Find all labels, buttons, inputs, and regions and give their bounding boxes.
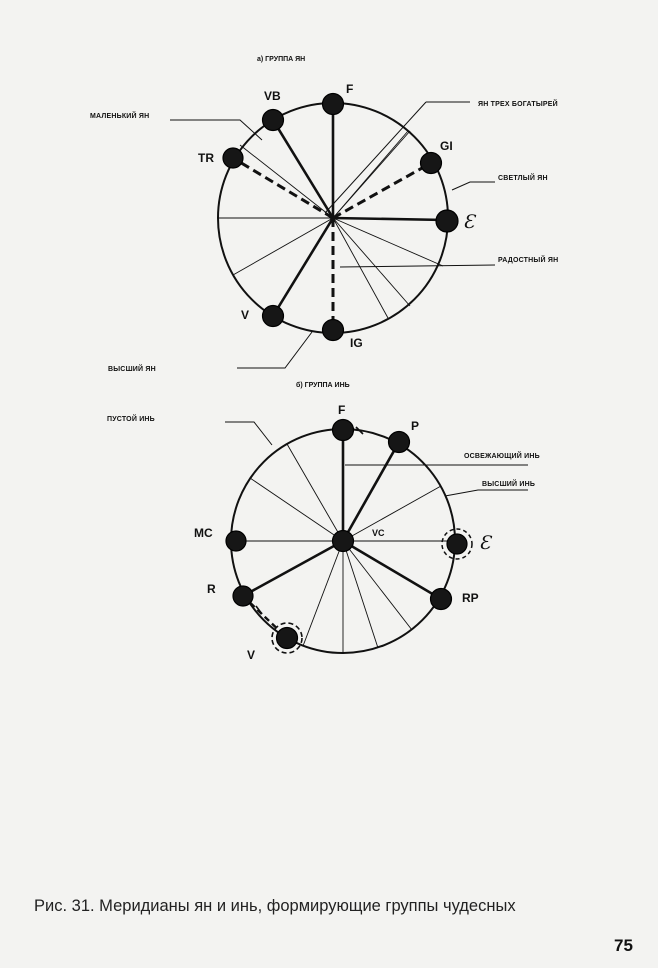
figure-caption: Рис. 31. Меридианы ян и инь, формирующие группы чудесных <box>34 897 516 915</box>
yang-node-ig <box>323 320 344 341</box>
yin-mer-f: F <box>338 403 346 417</box>
yang-label-three: ЯН ТРЕХ БОГАТЫРЕЙ <box>478 101 558 108</box>
yin-node-mc <box>226 531 246 551</box>
page-number: 75 <box>614 936 633 955</box>
yin-node-p <box>389 432 410 453</box>
yin-node-rp <box>431 589 452 610</box>
yin-mer-rp: RP <box>462 591 479 605</box>
yin-solid-radii <box>243 430 441 599</box>
yin-label-empty: ПУСТОЙ ИНЬ <box>107 416 155 423</box>
yin-mer-vc: VC <box>372 528 385 538</box>
yin-node-e <box>447 534 467 554</box>
yin-node-r <box>233 586 253 606</box>
yang-node-vb <box>263 110 284 131</box>
yang-mer-v: V <box>241 308 250 322</box>
yin-nodes <box>226 420 467 649</box>
yin-node-vc <box>333 531 354 552</box>
yang-mer-gi: GI <box>440 139 453 153</box>
yin-node-f <box>333 420 354 441</box>
yang-node-tr <box>223 148 243 168</box>
yin-node-v <box>277 628 298 649</box>
yin-label-high: ВЫСШИЙ ИНЬ <box>482 481 536 488</box>
yang-node-f <box>323 94 344 115</box>
yang-solid-radii <box>273 105 446 316</box>
yin-header: б) ГРУППА ИНЬ <box>296 382 350 389</box>
yang-label-light: СВЕТЛЫЙ ЯН <box>498 175 548 182</box>
yang-node-gi <box>421 153 442 174</box>
yin-mer-e: Ɛ <box>479 532 491 554</box>
yang-mer-ig: IG <box>350 336 363 350</box>
yin-mer-mc: MC <box>194 526 213 540</box>
yang-mer-f: F <box>346 82 354 96</box>
yin-mer-r: R <box>207 582 216 596</box>
yin-mer-p: P <box>411 419 420 433</box>
yin-label-refresh: ОСВЕЖАЮЩИЙ ИНЬ <box>464 453 540 460</box>
yin-mer-v: V <box>247 648 256 662</box>
yang-diagram <box>170 94 495 369</box>
yang-label-high: ВЫСШИЙ ЯН <box>108 366 156 373</box>
yang-node-v <box>263 306 284 327</box>
yang-node-e <box>436 210 458 232</box>
yang-label-joy: РАДОСТНЫЙ ЯН <box>498 257 559 264</box>
yang-header: а) ГРУППА ЯН <box>257 56 306 63</box>
yang-mer-e: Ɛ <box>463 211 475 233</box>
yang-mer-vb: VB <box>264 89 281 103</box>
yang-label-small: МАЛЕНЬКИЙ ЯН <box>90 113 150 120</box>
yang-mer-tr: TR <box>198 151 214 165</box>
